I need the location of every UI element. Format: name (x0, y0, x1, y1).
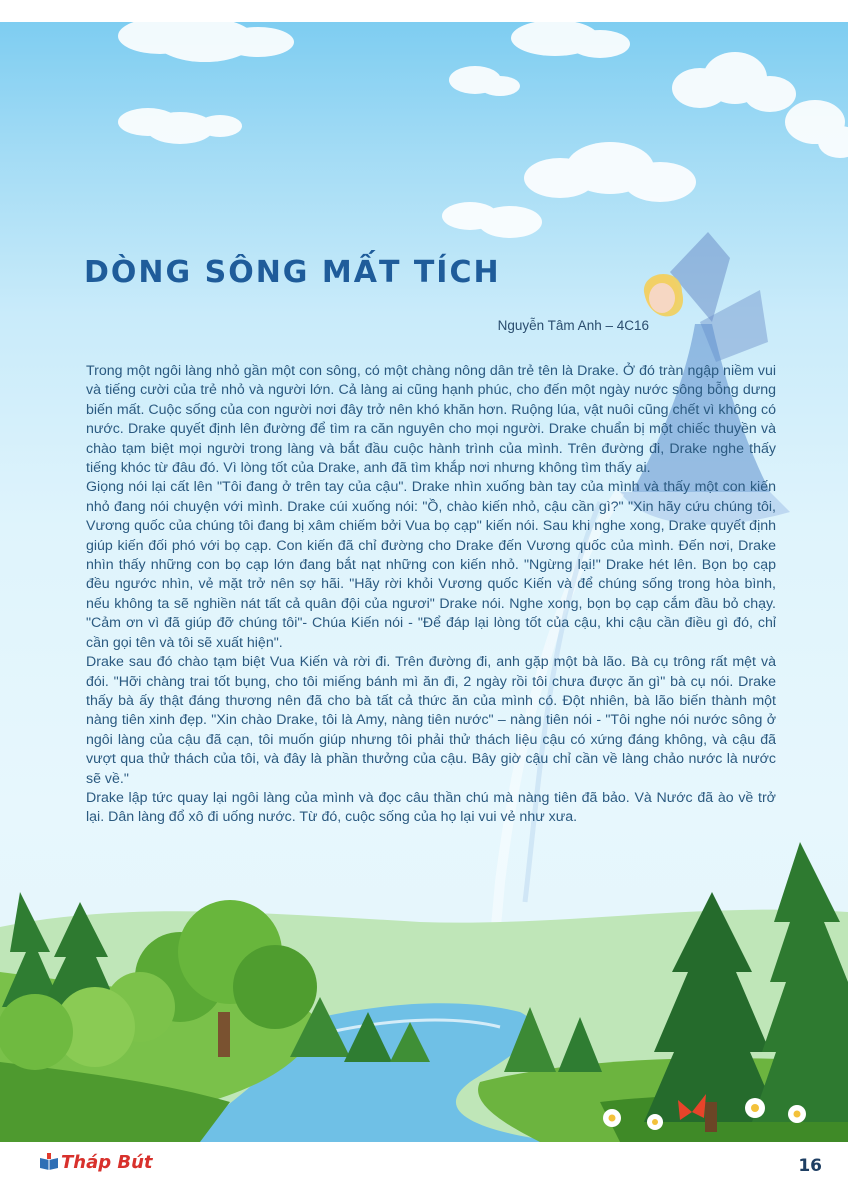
cloud (118, 108, 242, 144)
story-body (86, 362, 776, 828)
cloud (442, 202, 542, 238)
story-paragraph: Drake lập tức quay lại ngôi làng của mình và đọc câu thần chú mà nàng tiên đã bảo. Và Nước đã ào về trở lại. Dân làng đổ xô đi uống nước. Từ đó, cuộc sống của họ lại vui vẻ như xưa. (86, 789, 776, 826)
author-byline: Nguyễn Tâm Anh – 4C16 (497, 318, 649, 333)
page-number: 16 (798, 1156, 822, 1176)
article-title: DÒNG SÔNG MẤT TÍCH (84, 255, 501, 290)
logo-text: Tháp Bút (61, 1152, 153, 1173)
story-paragraph: Giọng nói lại cất lên "Tôi đang ở trên tay của cậu". Drake nhìn xuống bàn tay của mình và thấy một con kiến nhỏ đang nói chuyện với mình. Drake cúi xuống nói: "Ồ, chào kiến nhỏ, cậu cần gì?" "Xin hãy cứu chúng tôi, Vương quốc của chúng tôi đang bị xâm chiếm bởi Vua bọ cạp" kiến nói. Sau khi nghe xong, Drake quyết định giúp kiến đối phó với bọ cạp. Con kiến đã chỉ đường cho Drake đến Vương quốc của mình. Đến nơi, Drake nhìn thấy những con bọ cạp lớn đang bắt nạt những con kiến nhỏ. "Ngừng lại!" Drake hét lên. Bọn bọ cạp đều ngước nhìn, vẻ mặt trở nên sợ hãi. "Hãy rời khỏi Vương quốc Kiến và để chúng sống trong hòa bình, nếu không ta sẽ nghiền nát tất cả quân đội của ngươi" Drake nói. Nghe xong, bọn bọ cạp cắm đầu bỏ chạy. "Cảm ơn vì đã giúp đỡ chúng tôi"- Chúa Kiến nói - "Để đáp lại lòng tốt của cậu, khi cậu cần điều gì đó, chỉ cần gọi tên và tôi sẽ xuất hiện". (86, 479, 776, 651)
cloud (118, 22, 294, 62)
cloud (524, 142, 696, 202)
magazine-logo (38, 1152, 153, 1174)
story-paragraph: Drake sau đó chào tạm biệt Vua Kiến và rời đi. Trên đường đi, anh gặp một bà lão. Bà cụ trông rất mệt và đói. "Hỡi chàng trai tốt bụng, cho tôi miếng bánh mì ăn đi, 2 ngày rồi tôi chưa được ăn gì" bà cụ nói. Drake thấy bà ấy thật đáng thương nên đã cho bà tất cả thức ăn của mình có. Đột nhiên, bà lão biến thành một nàng tiên xinh đẹp. "Xin chào Drake, tôi là Amy, nàng tiên nước" – nàng tiên nói - "Tôi nghe nói nước sông ở ngôi làng của cậu đã cạn, tôi muốn giúp nhưng tôi phải thử thách liệu cậu có xứng đáng không, và cậu đã vượt qua thử thách của tôi, và đây là phần thưởng của cậu. Bây giờ cậu chỉ cần về làng chảo nước là nước sẽ về." (86, 654, 776, 787)
cloud (511, 22, 630, 58)
story-paragraph: Trong một ngôi làng nhỏ gần một con sông, có một chàng nông dân trẻ tên là Drake. Ở đó tràn ngập niềm vui và tiếng cười của trẻ nhỏ và người lớn. Cả làng ai cũng hạnh phúc, cho đến một ngày nước sông bỗng dưng biến mất. Cuộc sống của con người nơi đây trở nên khó khăn hơn. Ruộng lúa, vật nuôi cũng chết vì không có nước. Drake quyết định lên đường để tìm ra căn nguyên cho mọi người. Drake chuẩn bị một chiếc thuyền và chào tạm biệt mọi người trong làng và bắt đầu cuộc hành trình của mình. Trên đường đi, Drake nghe thấy tiếng khóc từ đâu đó. Vì lòng tốt của Drake, anh đã tìm khắp nơi nhưng không tìm thấy ai. (86, 363, 776, 477)
cloud (785, 100, 848, 158)
cloud (449, 66, 520, 96)
cloud (672, 52, 796, 112)
open-book-icon (38, 1152, 60, 1174)
clouds (118, 22, 848, 238)
